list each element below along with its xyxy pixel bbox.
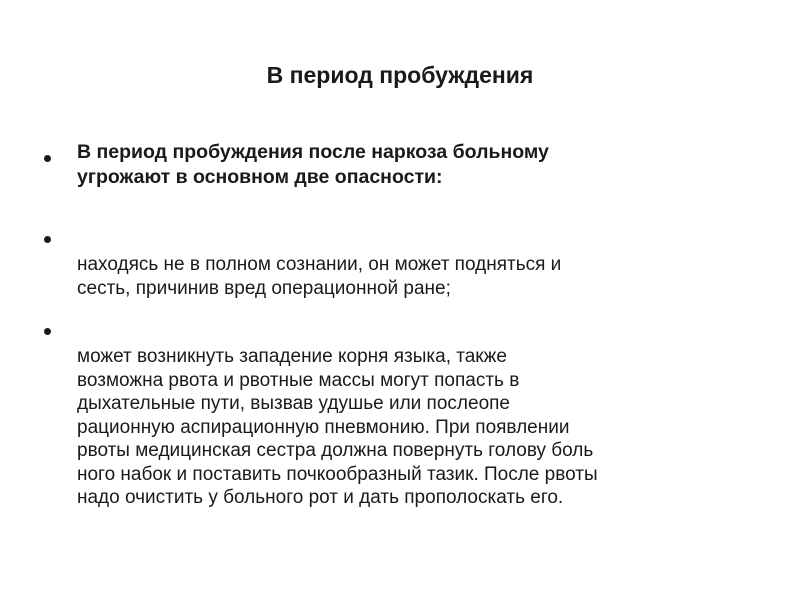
- bullet-text-line: может возникнуть западение корня языка, также: [77, 346, 507, 367]
- bullet-text-line: рвоты медицинская сестра должна повернуть голову боль: [77, 440, 594, 461]
- bullet-text-line: возможна рвота и рвотные массы могут попасть в: [77, 369, 520, 391]
- bullet-text-line: В период пробуждения после наркоза больному: [77, 141, 549, 163]
- bullet-text-line: сесть, причинив вред операционной ране;: [77, 277, 451, 299]
- bullet-dot-icon: [44, 155, 51, 162]
- bullet-item-tongue-risk: [44, 325, 744, 510]
- bullet-list: [44, 140, 744, 510]
- bullet-text-line: дыхательные пути, вызвав удушье или послеопе: [77, 393, 510, 414]
- bullet-text-line: надо очистить у больного рот и дать прополоскать его.: [77, 487, 564, 508]
- bullet-item-wound-risk: [44, 233, 744, 300]
- slide-title: В период пробуждения: [266, 62, 534, 88]
- bullet-text-line: находясь не в полном сознании, он может подняться и: [77, 254, 562, 275]
- bullet-text-line: ного набок и поставить почкообразный тазик. После рвоты: [77, 463, 598, 485]
- bullet-body: [77, 233, 744, 300]
- bullet-text-line: угрожают в основном две опасности:: [77, 166, 443, 188]
- bullet-dot-icon: [44, 236, 51, 243]
- bullet-body: [77, 325, 744, 510]
- bullet-dot-icon: [44, 328, 51, 335]
- bullet-text-line: рационную аспирационную пневмонию. При появлении: [77, 416, 570, 438]
- bullet-item-dangers: [44, 140, 744, 190]
